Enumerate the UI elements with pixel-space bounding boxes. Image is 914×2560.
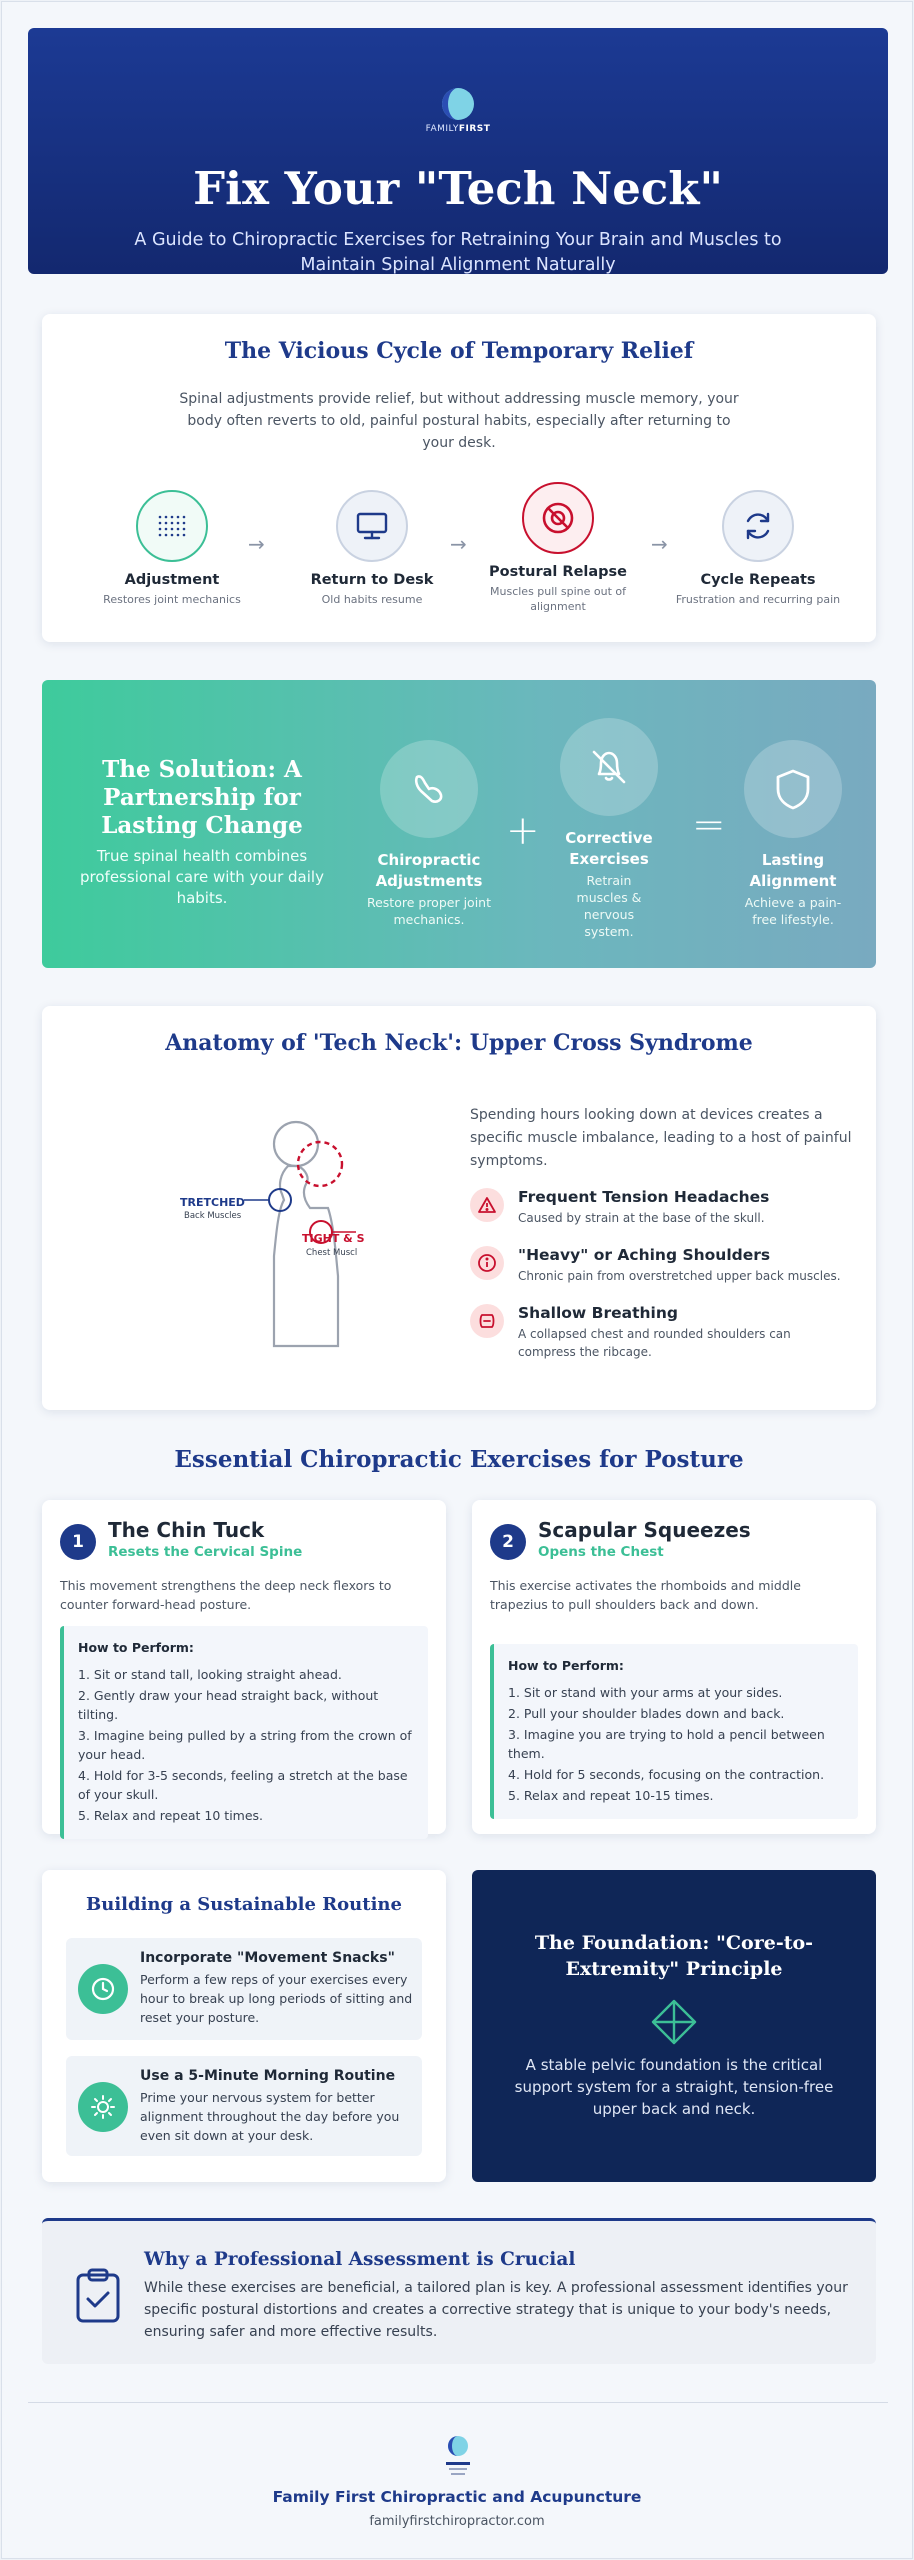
label-stretched-sub: Back Muscles — [184, 1211, 242, 1221]
exercise-name: The Chin Tuck — [108, 1518, 265, 1542]
routine-item-title: Incorporate "Movement Snacks" — [140, 1950, 395, 1966]
instruction-step: 4. Hold for 5 seconds, focusing on the contraction. — [508, 1767, 825, 1782]
step-desc: Muscles pull spine out of alignment — [490, 585, 626, 613]
foundation-text: A stable pelvic foundation is the critical support system for a straight, tension-free upper back and neck. — [514, 2056, 834, 2118]
solution-item-desc: Retrain muscles & nervous system. — [576, 873, 642, 939]
instruction-step: 4. Hold for 3-5 seconds, feeling a stretch at the base of your skull. — [78, 1768, 408, 1802]
lungs-icon — [470, 1304, 504, 1338]
step-title: Return to Desk — [310, 572, 434, 588]
step-desc: Old habits resume — [321, 593, 423, 606]
diamond-cross-icon — [650, 1998, 698, 2046]
prohibited-icon — [522, 482, 594, 554]
solution-item-title: Chiropractic Adjustments — [375, 851, 483, 890]
footer-website-link[interactable]: familyfirstchiropractor.com — [369, 2514, 545, 2529]
bell-off-icon — [560, 718, 658, 816]
page-title: Fix Your "Tech Neck" — [193, 162, 723, 215]
solution-title: The Solution: A Partnership for Lasting Change — [101, 756, 303, 839]
routine-item — [66, 2056, 422, 2156]
instruction-step: 3. Imagine being pulled by a string from the crown of your head. — [78, 1728, 412, 1762]
solution-item-title: Corrective Exercises — [565, 829, 653, 868]
exercise-desc: This movement strengthens the deep neck flexors to counter forward-head posture. — [60, 1578, 392, 1612]
monitor-icon — [336, 490, 408, 562]
symptom-desc: A collapsed chest and rounded shoulders can compress the ribcage. — [518, 1327, 791, 1359]
exercise-instructions — [60, 1626, 428, 1839]
exercise-desc: This exercise activates the rhomboids and middle trapezius to pull shoulders back and down. — [490, 1578, 801, 1612]
symptom-desc: Caused by strain at the base of the skull. — [518, 1211, 765, 1225]
symptom-item — [470, 1246, 860, 1285]
instruction-step: 2. Gently draw your head straight back, without tilting. — [78, 1688, 379, 1722]
equals-icon: = — [692, 802, 726, 848]
hand-icon — [380, 740, 478, 838]
instruction-step: 5. Relax and repeat 10 times. — [78, 1808, 264, 1823]
instruction-step: 1. Sit or stand tall, looking straight ahead. — [78, 1667, 342, 1682]
exercise-name: Scapular Squeezes — [538, 1518, 751, 1542]
routine-item-title: Use a 5-Minute Morning Routine — [140, 2068, 396, 2084]
solution-item-title: Lasting Alignment — [749, 851, 837, 890]
assessment-title: Why a Professional Assessment is Crucial — [144, 2249, 576, 2270]
label-tight-sub: Chest Muscl — [306, 1248, 358, 1258]
routine-title: Building a Sustainable Routine — [86, 1894, 402, 1915]
cycle-step-adjustment — [87, 490, 257, 607]
cycle-intro: Spinal adjustments provide relief, but without addressing muscle memory, your body often reverts to old, painful postural habits, especially after returning to your desk. — [179, 391, 739, 451]
exercise-card-scapular-squeezes — [472, 1500, 876, 1834]
symptom-item — [470, 1188, 860, 1227]
cycle-step-cycle-repeats — [673, 490, 843, 607]
page — [1, 1, 913, 2559]
vicious-cycle-section — [42, 314, 876, 642]
routine-item-desc: Prime your nervous system for better alignment throughout the day before you even sit down at your desk. — [140, 2090, 400, 2143]
grid-dots-icon — [136, 490, 208, 562]
solution-item-exercises — [544, 718, 674, 940]
solution-item-adjustments — [364, 740, 494, 928]
step-title: Cycle Repeats — [700, 572, 816, 588]
symptom-title: Frequent Tension Headaches — [518, 1188, 770, 1206]
exercise-tag: Opens the Chest — [538, 1544, 664, 1560]
refresh-icon — [722, 490, 794, 562]
routine-section — [42, 1870, 446, 2182]
anatomy-intro: Spending hours looking down at devices creates a specific muscle imbalance, leading to a host of painful symptoms. — [470, 1107, 852, 1169]
step-title: Postural Relapse — [488, 564, 628, 580]
plus-icon: + — [506, 808, 540, 854]
label-tight: TIGHT & S — [302, 1232, 365, 1245]
step-desc: Frustration and recurring pain — [675, 593, 841, 606]
solution-subtitle: True spinal health combines professional care with your daily habits. — [80, 847, 324, 907]
clock-icon — [78, 1964, 128, 2014]
footer-logo-icon — [432, 2430, 484, 2488]
warning-icon — [470, 1188, 504, 1222]
hero-banner — [28, 28, 888, 274]
sun-icon — [78, 2082, 128, 2132]
shield-icon — [744, 740, 842, 838]
label-stretched: TRETCHED — [180, 1196, 245, 1209]
arrow-icon: → — [450, 532, 467, 556]
routine-item — [66, 1938, 422, 2040]
logo-text: FAMILYFIRST — [425, 124, 491, 134]
foundation-section — [472, 1870, 876, 2182]
exercise-number: 2 — [490, 1524, 526, 1560]
solution-item-lasting-alignment — [728, 740, 858, 928]
cycle-step-return-to-desk — [287, 490, 457, 607]
exercise-tag: Resets the Cervical Spine — [108, 1544, 303, 1560]
how-to-label: How to Perform: — [78, 1640, 194, 1655]
routine-item-desc: Perform a few reps of your exercises every hour to break up long periods of sitting and reset your posture. — [140, 1972, 413, 2025]
anatomy-section — [42, 1006, 876, 1410]
instruction-step: 5. Relax and repeat 10-15 times. — [508, 1788, 714, 1803]
cycle-step-postural-relapse — [473, 482, 643, 614]
page-subtitle: A Guide to Chiropractic Exercises for Retraining Your Brain and Muscles to Maintain Spinal Alignment Naturally — [134, 230, 782, 275]
arrow-icon: → — [248, 532, 265, 556]
footer-divider — [28, 2402, 888, 2403]
info-icon — [470, 1246, 504, 1280]
symptom-item — [470, 1304, 860, 1361]
exercises-title: Essential Chiropractic Exercises for Posture — [174, 1446, 744, 1473]
posture-figure — [138, 1096, 362, 1356]
upper-cross-diagram — [138, 1096, 362, 1356]
instruction-step: 2. Pull your shoulder blades down and back. — [508, 1706, 785, 1721]
solution-item-desc: Restore proper joint mechanics. — [366, 895, 491, 927]
symptom-title: Shallow Breathing — [518, 1304, 678, 1322]
exercise-instructions — [490, 1644, 858, 1819]
solution-section — [42, 680, 876, 968]
step-title: Adjustment — [124, 572, 220, 588]
how-to-label: How to Perform: — [508, 1658, 624, 1673]
exercise-number: 1 — [60, 1524, 96, 1560]
symptom-title: "Heavy" or Aching Shoulders — [518, 1246, 771, 1264]
clipboard-check-icon — [72, 2267, 124, 2325]
footer-practice-name: Family First Chiropractic and Acupuncture — [272, 2488, 642, 2506]
anatomy-title: Anatomy of 'Tech Neck': Upper Cross Syndrome — [165, 1030, 753, 1056]
symptom-desc: Chronic pain from overstretched upper back muscles. — [518, 1269, 841, 1283]
arrow-icon: → — [651, 532, 668, 556]
exercise-card-chin-tuck — [42, 1500, 446, 1834]
cycle-title: The Vicious Cycle of Temporary Relief — [224, 338, 694, 364]
step-desc: Restores joint mechanics — [103, 593, 241, 606]
solution-item-desc: Achieve a pain-free lifestyle. — [744, 895, 842, 927]
assessment-section — [42, 2218, 876, 2364]
instruction-step: 1. Sit or stand with your arms at your sides. — [508, 1685, 783, 1700]
assessment-text: While these exercises are beneficial, a tailored plan is key. A professional assessment identifies your specific postural distortions and creates a corrective strategy that is unique to your body's needs, ensuring safer and more effective results. — [144, 2280, 848, 2340]
foundation-title: The Foundation: "Core-to-Extremity" Principle — [534, 1932, 814, 1980]
instruction-step: 3. Imagine you are trying to hold a pencil between them. — [508, 1727, 825, 1761]
